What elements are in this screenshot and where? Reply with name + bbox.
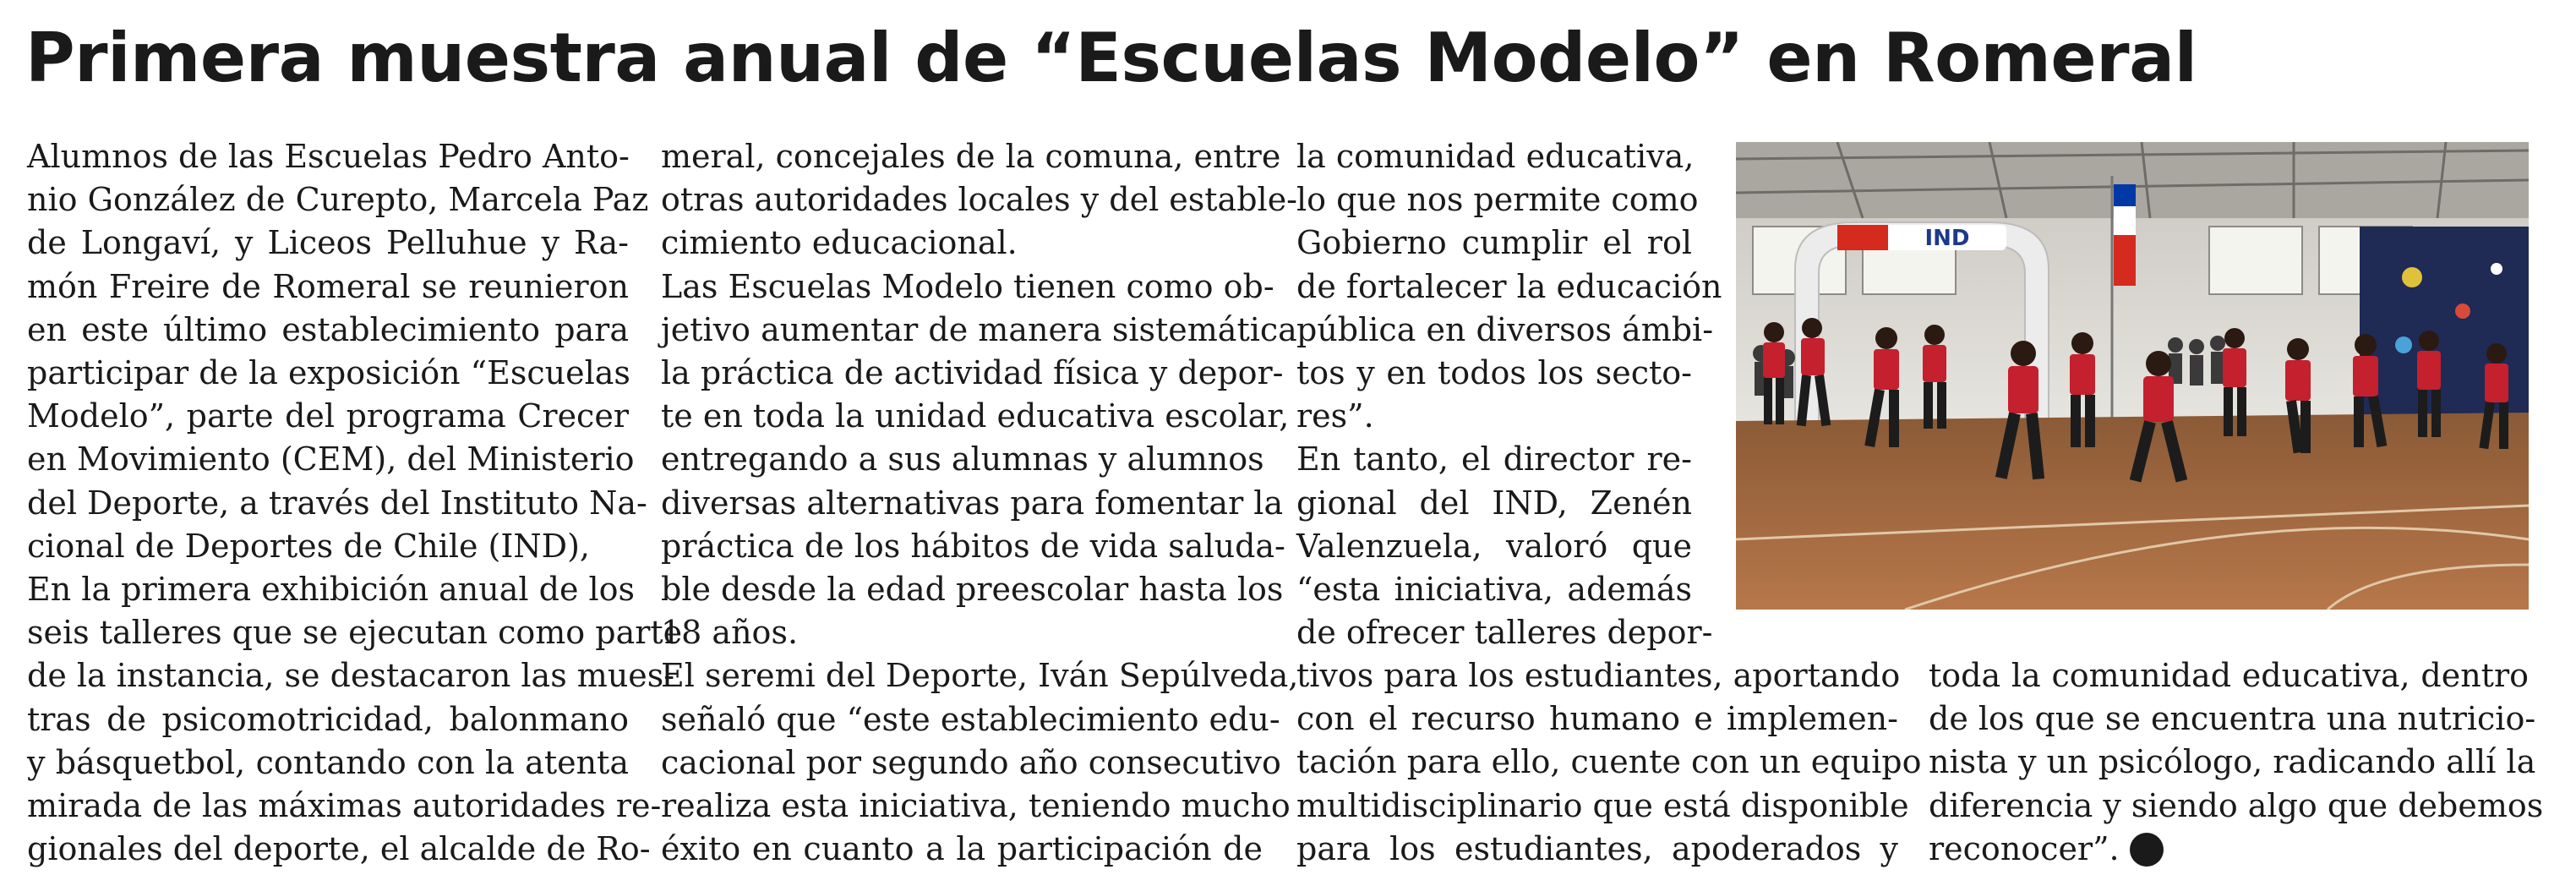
text-line: cional de Deportes de Chile (IND), bbox=[27, 527, 591, 565]
text-line: En tanto, el director re- bbox=[1296, 440, 1692, 479]
text-line: nista y un psicólogo, radicando allí la bbox=[1929, 743, 2536, 781]
text-line: te en toda la unidad educativa escolar, bbox=[661, 397, 1290, 435]
text-line: la práctica de actividad física y depor- bbox=[661, 354, 1284, 392]
paragraph-objective bbox=[661, 265, 1297, 655]
text-line: éxito en cuanto a la participación de bbox=[661, 830, 1263, 868]
paragraph-exhibition-cont bbox=[661, 135, 1298, 265]
text-line: práctica de los hábitos de vida saluda- bbox=[661, 527, 1285, 565]
text-line: 18 años. bbox=[661, 614, 799, 652]
text-line: diversas alternativas para fomentar la bbox=[661, 484, 1284, 522]
text-line: realiza esta iniciativa, teniendo mucho bbox=[661, 787, 1291, 825]
text-line: de los que se encuentra una nutricio- bbox=[1929, 700, 2536, 738]
end-of-article-mark bbox=[2130, 833, 2164, 867]
paragraph-exhibition bbox=[27, 568, 683, 871]
text-line: lo que nos permite como bbox=[1296, 181, 1699, 219]
text-line: Las Escuelas Modelo tienen como ob- bbox=[661, 267, 1274, 305]
text-line: pública en diversos ámbi- bbox=[1296, 310, 1714, 348]
article-column-3 bbox=[1296, 135, 1722, 654]
text-line: en Movimiento (CEM), del Ministerio bbox=[27, 440, 635, 479]
article-headline: Primera muestra anual de “Escuelas Modelo” en Romeral bbox=[25, 19, 2197, 97]
text-line: gionales del deporte, el alcalde de Ro- bbox=[27, 830, 651, 868]
text-line: meral, concejales de la comuna, entre bbox=[661, 138, 1281, 175]
chile-flag bbox=[2114, 184, 2136, 286]
closing-text: reconocer”. bbox=[1929, 829, 2120, 867]
paragraph-seremi bbox=[661, 654, 1299, 871]
paragraph-seremi-cont bbox=[1296, 135, 1722, 438]
text-line: tivos para los estudiantes, aportando bbox=[1296, 657, 1901, 694]
text-line: En la primera exhibición anual de los bbox=[27, 571, 636, 609]
text-line: Gobierno cumplir el rol bbox=[1296, 224, 1692, 262]
article-column-3-bottom bbox=[1296, 654, 1922, 871]
arch-red-block bbox=[1837, 225, 1888, 250]
text-line: cacional por segundo año consecutivo bbox=[661, 743, 1281, 781]
text-line: multidisciplinario que está disponible bbox=[1296, 786, 1909, 824]
text-line: cimiento educacional. bbox=[661, 224, 1018, 262]
paragraph-director bbox=[1296, 438, 1713, 654]
text-line: gional del IND, Zenén bbox=[1296, 484, 1692, 522]
text-line: participar de la exposición “Escuelas bbox=[27, 354, 630, 392]
text-line: El seremi del Deporte, Iván Sepúlveda, bbox=[661, 657, 1299, 695]
text-line: entregando a sus alumnas y alumnos bbox=[661, 440, 1264, 479]
text-line: ble desde la edad preescolar hasta los bbox=[661, 571, 1284, 609]
text-line: para los estudiantes, apoderados y bbox=[1296, 829, 1898, 867]
text-line: de Longaví, y Liceos Pelluhue y Ra- bbox=[27, 224, 629, 262]
text-line: con el recurso humano e implemen- bbox=[1296, 700, 1898, 738]
text-line: Valenzuela, valoró que bbox=[1296, 527, 1692, 565]
text-line: Alumnos de las Escuelas Pedro Anto- bbox=[27, 138, 630, 175]
paragraph-closing bbox=[1929, 654, 2544, 871]
text-line: de la instancia, se destacaron las mues- bbox=[27, 657, 675, 695]
text-line: nio González de Curepto, Marcela Paz bbox=[27, 181, 649, 219]
arch-label: IND bbox=[1924, 226, 1970, 251]
text-line: “esta iniciativa, además bbox=[1296, 571, 1692, 609]
article-column-2 bbox=[661, 135, 1299, 871]
article-photo bbox=[1736, 142, 2529, 610]
text-line: jetivo aumentar de manera sistemática bbox=[661, 310, 1297, 348]
text-line bbox=[1929, 828, 2529, 871]
text-line: señaló que “este establecimiento edu- bbox=[661, 700, 1280, 738]
text-line: mirada de las máximas autoridades re- bbox=[27, 787, 662, 825]
paragraph-director-cont bbox=[1296, 654, 1922, 871]
paragraph-intro bbox=[27, 135, 649, 568]
text-line: del Deporte, a través del Instituto Na- bbox=[27, 484, 647, 522]
text-line: res”. bbox=[1296, 397, 1374, 435]
gym-performance-illustration bbox=[1736, 142, 2529, 610]
text-line: en este último establecimiento para bbox=[27, 310, 629, 348]
text-line: tación para ello, cuente con un equipo bbox=[1296, 743, 1922, 781]
text-line: de fortalecer la educación bbox=[1296, 267, 1722, 305]
article-column-1 bbox=[27, 135, 683, 871]
text-line: seis talleres que se ejecutan como parte bbox=[27, 614, 683, 652]
text-line: la comunidad educativa, bbox=[1296, 138, 1695, 175]
text-line: tos y en todos los secto- bbox=[1296, 354, 1692, 392]
text-line: tras de psicomotricidad, balonmano bbox=[27, 700, 629, 738]
text-line: otras autoridades locales y del estable- bbox=[661, 181, 1298, 219]
article-column-4 bbox=[1929, 654, 2544, 871]
text-line: Modelo”, parte del programa Crecer bbox=[27, 397, 629, 435]
text-line: toda la comunidad educativa, dentro bbox=[1929, 657, 2529, 694]
text-line: de ofrecer talleres depor- bbox=[1296, 614, 1713, 652]
text-line: món Freire de Romeral se reunieron bbox=[27, 267, 629, 305]
text-line: diferencia y siendo algo que debemos bbox=[1929, 786, 2544, 824]
text-line: y básquetbol, contando con la atenta bbox=[27, 743, 629, 781]
